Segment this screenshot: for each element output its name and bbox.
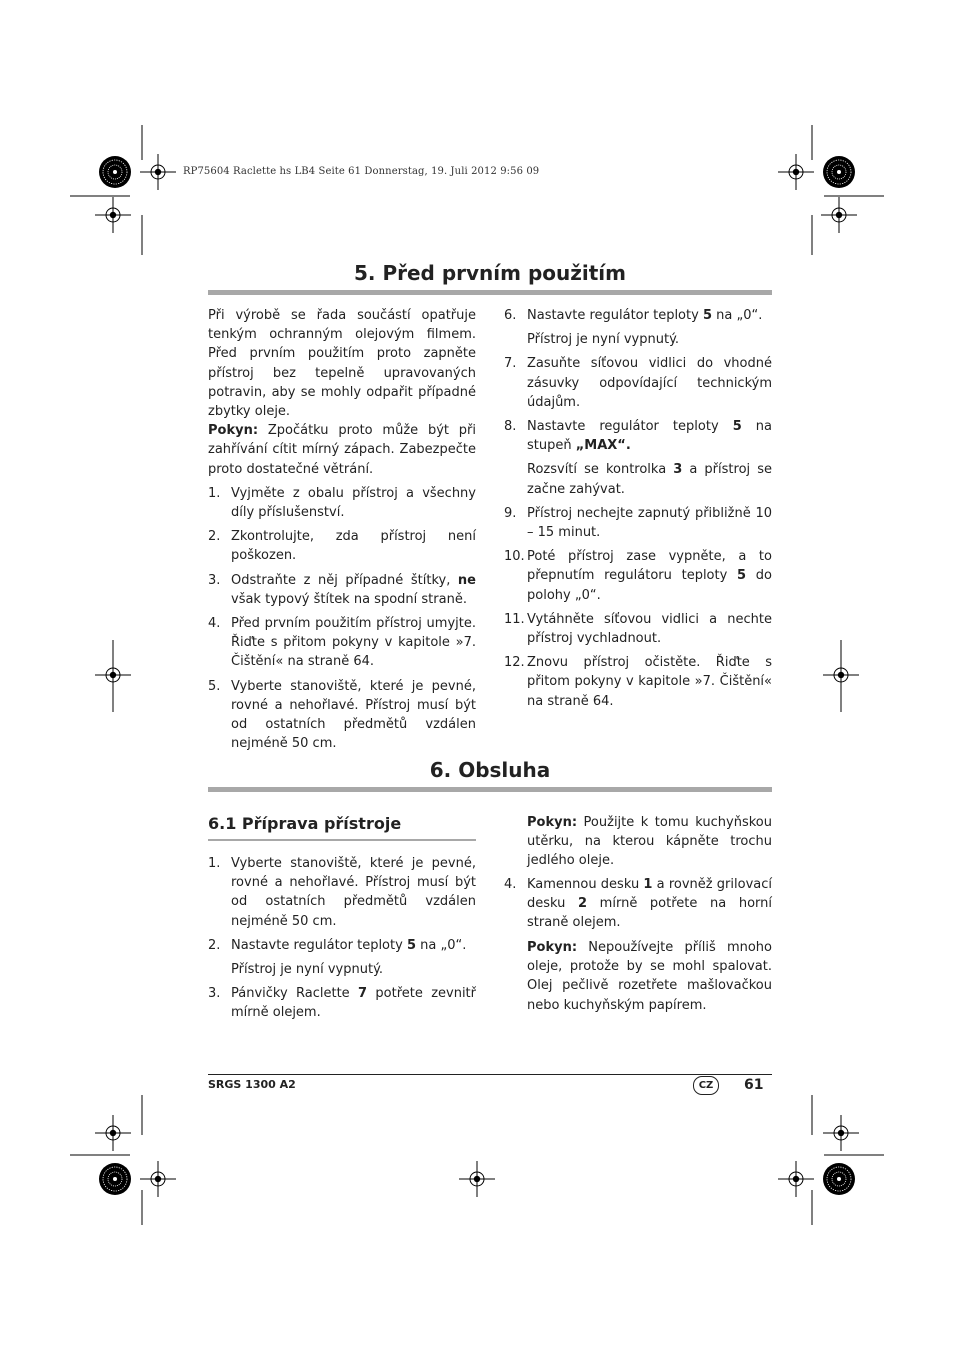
- registration-star-icon: [99, 156, 131, 188]
- section-5-title: 5. Před prvním použitím: [353, 261, 626, 285]
- subsection-6-1-title: 6.1 Příprava přístroje: [208, 814, 402, 833]
- list-item: 5. Vyberte stanoviště, které je pevné, rovné a nehořlavé. Přístroj musí být od ostatních předmětů vzdálen nejméně 50 cm.: [208, 678, 476, 752]
- registration-cross-icon: [778, 1161, 814, 1197]
- registration-star-icon: [823, 1163, 855, 1195]
- registration-cross-icon: [95, 197, 131, 233]
- list-item: 4. Před prvním použitím přístroj umyjte. Řiďte s přitom pokyny v kapitole »7. Čištění« na straně 64.: [208, 616, 476, 670]
- list-item: 3. Pánvičky Raclette 7 potřete zevnitř mírně olejem.: [208, 986, 476, 1021]
- list-subtext: Přístroj je nyní vypnutý.: [527, 332, 680, 348]
- registration-cross-icon: [95, 1115, 131, 1151]
- list-item: 11. Vytáhněte síťovou vidlici a nechte přístroj vychladnout.: [504, 611, 772, 647]
- list-item: 10. Poté přístroj zase vypněte, a to přepnutím regulátoru teploty 5 do polohy „0“.: [504, 549, 772, 603]
- section-6-title: 6. Obsluha: [429, 758, 551, 782]
- registration-cross-icon: [459, 1161, 495, 1197]
- print-slug: RP75604 Raclette hs LB4 Seite 61 Donnerstag, 19. Juli 2012 9:56 09: [183, 166, 540, 177]
- registration-cross-icon: [140, 1161, 176, 1197]
- list-subtext: Rozsvítí se kontrolka 3 a přístroj se začne zahývat.: [527, 462, 772, 497]
- list-item: 8. Nastavte regulátor teploty 5 na stupeň „MAX“.: [504, 419, 772, 454]
- registration-star-icon: [823, 156, 855, 188]
- list-item: 3. Odstraňte z něj případné štítky, ne však typový štítek na spodní straně.: [208, 572, 476, 607]
- list-item: 2. Zkontrolujte, zda přístroj není poškozen.: [208, 529, 476, 564]
- registration-cross-icon: [823, 1115, 859, 1151]
- registration-cross-icon: [778, 154, 814, 190]
- registration-star-icon: [99, 1163, 131, 1195]
- list-item: 12. Znovu přístroj očistěte. Řiďte s přitom pokyny v kapitole »7. Čištění« na straně 64.: [504, 655, 772, 709]
- note-paragraph: Pokyn: Nepoužívejte příliš mnoho oleje, protože by se mohl spalovat. Olej pečlivě rozetřete mašlovačkou nebo kuchyňským papírem.: [527, 940, 772, 1013]
- list-item: 9. Přístroj nechejte zapnutý přibližně 10 – 15 minut.: [504, 505, 772, 541]
- page-number: 61: [744, 1077, 764, 1093]
- list-item: 1. Vyjměte z obalu přístroj a všechny díly příslušenství.: [208, 485, 476, 521]
- registration-cross-icon: [821, 197, 857, 233]
- list-item: 6. Nastavte regulátor teploty 5 na „0“.: [504, 308, 763, 323]
- registration-cross-icon: [140, 154, 176, 190]
- list-item: 1. Vyberte stanoviště, které je pevné, rovné a nehořlavé. Přístroj musí být od ostatních předmětů vzdálen nejméně 50 cm.: [208, 856, 476, 929]
- list-item: 4. Kamennou desku 1 a rovněž grilovací desku 2 mírně potřete na horní straně olejem.: [504, 877, 772, 931]
- language-badge: CZ: [693, 1076, 719, 1095]
- list-item: 2. Nastavte regulátor teploty 5 na „0“.: [208, 937, 467, 953]
- note-paragraph: Pokyn: Zpočátku proto může být při zahřívání cítit mírný zápach. Zabezpečte proto dostatečné větrání.: [208, 423, 476, 477]
- list-item: 7. Zasuňte síťovou vidlici do vhodné zásuvky odpovídající technickým údajům.: [504, 356, 772, 410]
- footer-model: SRGS 1300 A2: [208, 1078, 296, 1091]
- note-paragraph: Pokyn: Použijte k tomu kuchyňskou utěrku, na kterou kápněte trochu jedlého oleje.: [527, 815, 772, 869]
- intro-paragraph: Při výrobě se řada součástí opatřuje tenkým ochranným olejovým filmem. Před prvním použitím proto zapněte přístroj bez tepelně upravovaných potravin, aby se mohly odpařit případné zbytky oleje.: [208, 308, 476, 420]
- list-subtext: Přístroj je nyní vypnutý.: [231, 962, 384, 978]
